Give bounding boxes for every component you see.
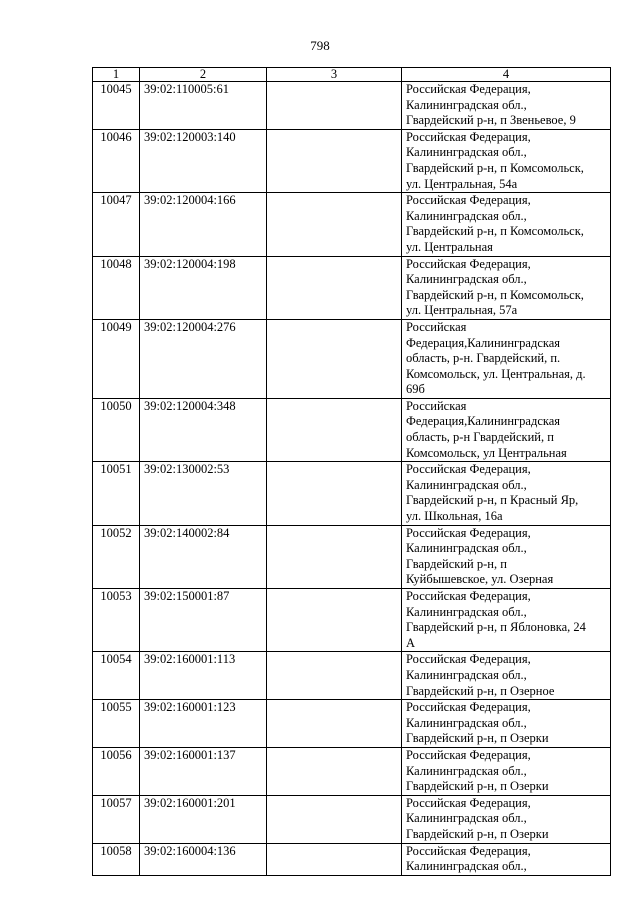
cadastral-number-cell: 39:02:110005:61 — [140, 82, 267, 130]
header-col-3: 3 — [267, 68, 402, 82]
cadastral-number-cell: 39:02:120003:140 — [140, 129, 267, 192]
table-header-row — [93, 68, 611, 82]
cadastral-number-cell: 39:02:120004:276 — [140, 319, 267, 398]
empty-cell — [267, 700, 402, 748]
address-line: Гвардейский р-н, п Яблоновка, 24 — [406, 620, 586, 635]
address-cell — [402, 398, 611, 461]
table-row — [93, 589, 611, 652]
address-line: Комсомольск, ул. Центральная, д. — [406, 366, 586, 381]
address-line: Российская Федерация, — [406, 747, 531, 762]
address-cell — [402, 82, 611, 130]
row-number-cell: 10050 — [93, 398, 140, 461]
empty-cell — [267, 589, 402, 652]
empty-cell — [267, 319, 402, 398]
row-number-cell: 10047 — [93, 193, 140, 256]
table-row — [93, 747, 611, 795]
table-row — [93, 525, 611, 588]
cadastral-number-cell: 39:02:160001:137 — [140, 747, 267, 795]
address-line: Гвардейский р-н, п Комсомольск, — [406, 287, 584, 302]
cadastral-number-cell: 39:02:120004:166 — [140, 193, 267, 256]
address-line: Калининградская обл., — [406, 715, 527, 730]
table-body — [93, 82, 611, 876]
address-line: Калининградская обл., — [406, 859, 527, 874]
address-line: Калининградская обл., — [406, 604, 527, 619]
empty-cell — [267, 82, 402, 130]
address-line: Российская Федерация, — [406, 525, 531, 540]
address-line: область, р-н. Гвардейский, п. — [406, 351, 561, 366]
empty-cell — [267, 398, 402, 461]
address-line: 69б — [406, 382, 425, 397]
address-line: А — [406, 635, 416, 650]
address-line: Калининградская обл., — [406, 272, 527, 287]
row-number-cell: 10053 — [93, 589, 140, 652]
address-cell — [402, 193, 611, 256]
empty-cell — [267, 462, 402, 525]
address-cell — [402, 129, 611, 192]
table-row — [93, 795, 611, 843]
address-cell — [402, 319, 611, 398]
header-col-2: 2 — [140, 68, 267, 82]
address-cell — [402, 843, 611, 875]
empty-cell — [267, 795, 402, 843]
address-line: Гвардейский р-н, п Красный Яр, — [406, 493, 579, 508]
address-line: Куйбышевское, ул. Озерная — [406, 572, 554, 587]
address-line: ул. Школьная, 16а — [406, 509, 503, 524]
registry-table — [92, 67, 611, 876]
cadastral-number-cell: 39:02:120004:348 — [140, 398, 267, 461]
address-cell — [402, 589, 611, 652]
empty-cell — [267, 129, 402, 192]
address-line: Российская Федерация, — [406, 82, 531, 96]
cadastral-number-cell: 39:02:140002:84 — [140, 525, 267, 588]
empty-cell — [267, 525, 402, 588]
address-line: Калининградская обл., — [406, 145, 527, 160]
cadastral-number-cell: 39:02:120004:198 — [140, 256, 267, 319]
row-number-cell: 10055 — [93, 700, 140, 748]
empty-cell — [267, 747, 402, 795]
address-line: Российская Федерация, — [406, 193, 531, 208]
address-line: Калининградская обл., — [406, 477, 527, 492]
empty-cell — [267, 256, 402, 319]
address-line: Федерация,Калининградская — [406, 335, 561, 350]
address-line: Российская Федерация, — [406, 700, 531, 715]
address-line: Калининградская обл., — [406, 811, 527, 826]
table-row — [93, 462, 611, 525]
address-line: Калининградская обл., — [406, 667, 527, 682]
header-col-4: 4 — [402, 68, 611, 82]
table-row — [93, 256, 611, 319]
cadastral-number-cell: 39:02:160001:113 — [140, 652, 267, 700]
address-line: Российская Федерация, — [406, 843, 531, 858]
address-line: Гвардейский р-н, п — [406, 556, 507, 571]
cadastral-number-cell: 39:02:160001:201 — [140, 795, 267, 843]
address-line: Российская — [406, 398, 467, 413]
page-number: 798 — [310, 38, 330, 53]
row-number-cell: 10048 — [93, 256, 140, 319]
address-line: Калининградская обл., — [406, 97, 527, 112]
address-line: ул. Центральная, 54а — [406, 176, 518, 191]
table-row — [93, 193, 611, 256]
empty-cell — [267, 193, 402, 256]
cadastral-number-cell: 39:02:150001:87 — [140, 589, 267, 652]
address-cell — [402, 652, 611, 700]
address-line: Калининградская обл., — [406, 763, 527, 778]
row-number-cell: 10058 — [93, 843, 140, 875]
empty-cell — [267, 652, 402, 700]
address-line: Российская Федерация, — [406, 589, 531, 603]
address-line: Гвардейский р-н, п Озерки — [406, 826, 549, 841]
address-line: Гвардейский р-н, п Озерки — [406, 731, 549, 746]
address-cell — [402, 462, 611, 525]
table-row — [93, 82, 611, 130]
address-line: Российская Федерация, — [406, 795, 531, 810]
address-line: Комсомольск, ул Центральная — [406, 445, 567, 460]
address-cell — [402, 700, 611, 748]
address-line: Гвардейский р-н, п Озерное — [406, 683, 555, 698]
address-cell — [402, 256, 611, 319]
table-row — [93, 129, 611, 192]
address-cell — [402, 525, 611, 588]
table-row — [93, 398, 611, 461]
address-line: Гвардейский р-н, п Комсомольск, — [406, 224, 584, 239]
address-line: Калининградская обл., — [406, 208, 527, 223]
cadastral-number-cell: 39:02:160001:123 — [140, 700, 267, 748]
address-line: Калининградская обл., — [406, 541, 527, 556]
address-line: Российская — [406, 319, 467, 334]
address-line: Гвардейский р-н, п Комсомольск, — [406, 160, 584, 175]
address-line: Федерация,Калининградская — [406, 414, 561, 429]
address-cell — [402, 795, 611, 843]
table-row — [93, 700, 611, 748]
address-line: Гвардейский р-н, п Звеньевое, 9 — [406, 113, 576, 128]
header-col-1: 1 — [93, 68, 140, 82]
address-line: ул. Центральная — [406, 239, 493, 254]
address-cell — [402, 747, 611, 795]
address-line: Российская Федерация, — [406, 652, 531, 667]
table-row — [93, 652, 611, 700]
row-number-cell: 10046 — [93, 129, 140, 192]
row-number-cell: 10056 — [93, 747, 140, 795]
row-number-cell: 10049 — [93, 319, 140, 398]
empty-cell — [267, 843, 402, 875]
address-line: Российская Федерация, — [406, 462, 531, 477]
address-line: Российская Федерация, — [406, 129, 531, 144]
address-line: область, р-н Гвардейский, п — [406, 430, 554, 445]
address-line: Российская Федерация, — [406, 256, 531, 271]
address-line: Гвардейский р-н, п Озерки — [406, 779, 549, 794]
table-row — [93, 843, 611, 875]
row-number-cell: 10045 — [93, 82, 140, 130]
cadastral-number-cell: 39:02:130002:53 — [140, 462, 267, 525]
row-number-cell: 10057 — [93, 795, 140, 843]
cadastral-number-cell: 39:02:160004:136 — [140, 843, 267, 875]
row-number-cell: 10052 — [93, 525, 140, 588]
table-row — [93, 319, 611, 398]
row-number-cell: 10051 — [93, 462, 140, 525]
row-number-cell: 10054 — [93, 652, 140, 700]
address-line: ул. Центральная, 57а — [406, 303, 518, 318]
